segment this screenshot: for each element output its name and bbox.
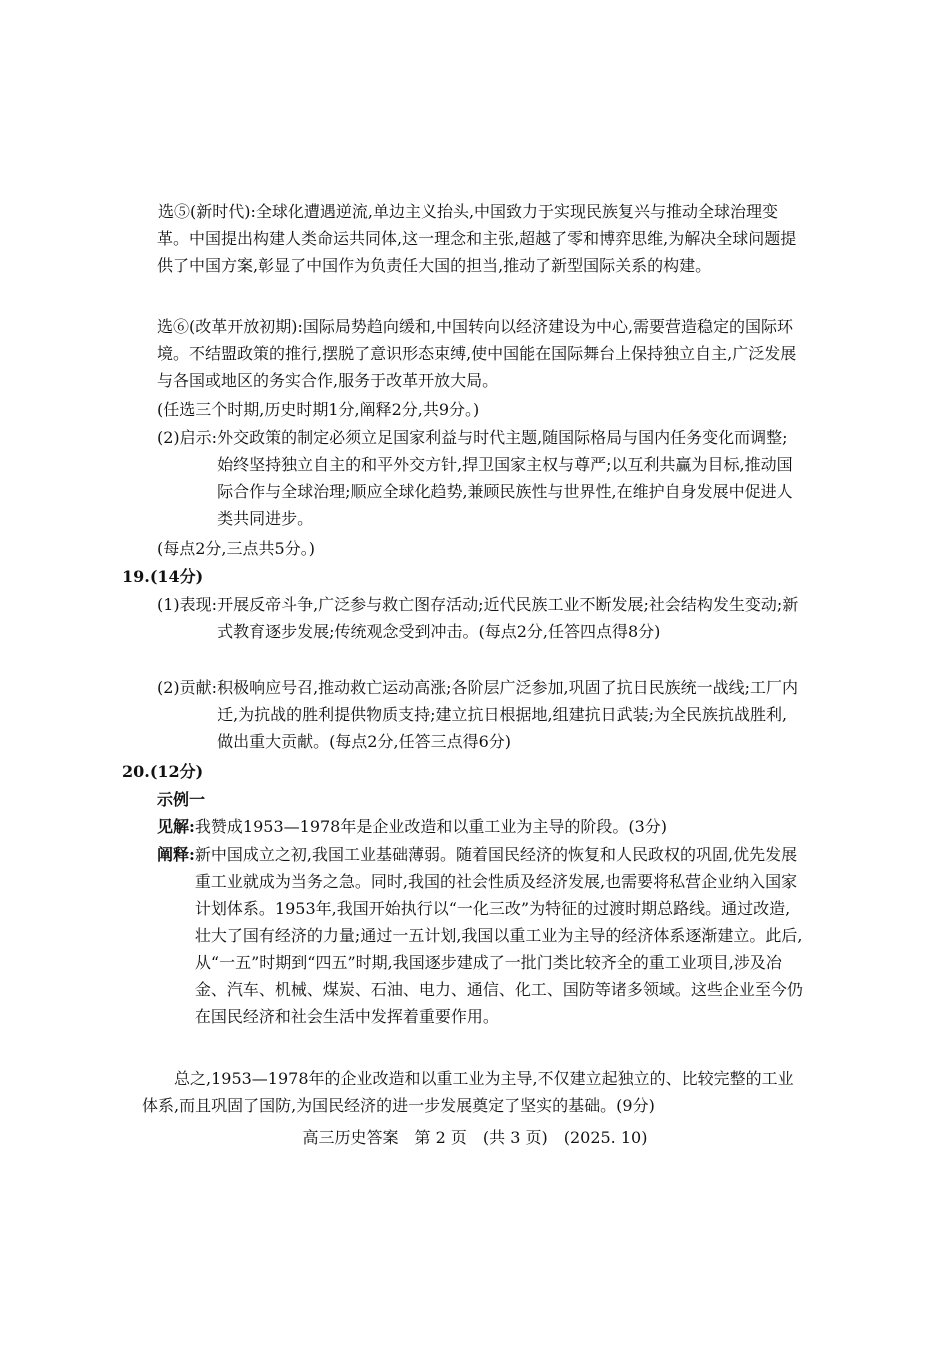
selection-6-text: 选⑥(改革开放初期):国际局势趋向缓和,中国转向以经济建设为中心,需要营造稳定的国际环境。不结盟政策的推行,摆脱了意识形态束缚,使中国能在国际舞台上保持独立自主,广泛发展与各国或地区的务实合作,服务于改革开放大局。 bbox=[157, 317, 797, 390]
q20-view bbox=[0, 813, 950, 840]
page-footer: 高三历史答案 第 2 页 (共 3 页) (2025. 10) bbox=[302, 1128, 648, 1147]
q19-part-2 bbox=[0, 674, 950, 755]
part-1-text: 开展反帝斗争,广泛参与救亡图存活动;近代民族工业不断发展;社会结构发生变动;新式教育逐步发展;传统观念受到冲击。(每点2分,任答四点得8分) bbox=[217, 595, 799, 641]
explanation-label: 阐释: bbox=[157, 845, 195, 864]
example-title: 示例一 bbox=[157, 790, 206, 809]
q18-selection-5 bbox=[0, 198, 950, 279]
q18-part-2 bbox=[0, 424, 950, 532]
scoring-note: (任选三个时期,历史时期1分,阐释2分,共9分。) bbox=[157, 400, 480, 419]
part-2-text: 积极响应号召,推动救亡运动高涨;各阶层广泛参加,巩固了抗日民族统一战线;工厂内迁,为抗战的胜利提供物质支持;建立抗日根据地,组建抗日武装;为全民族抗战胜利,做出重大贡献。(每点2分,任答三点得6分) bbox=[217, 678, 799, 751]
q19-part-1 bbox=[0, 591, 950, 645]
question-number: 19.(14分) bbox=[122, 567, 204, 586]
q19-header bbox=[0, 563, 950, 590]
q20-summary bbox=[0, 1065, 950, 1119]
q18-scoring-note-2 bbox=[0, 535, 950, 562]
q20-example-title bbox=[0, 786, 950, 813]
part-2-text: 外交政策的制定必须立足国家利益与时代主题,随国际格局与国内任务变化而调整;始终坚持独立自主的和平外交方针,捍卫国家主权与尊严;以互利共赢为目标,推动国际合作与全球治理;顺应全球化趋势,兼顾民族性与世界性,在维护自身发展中促进人类共同进步。 bbox=[217, 428, 793, 528]
view-text: 我赞成1953—1978年是企业改造和以重工业为主导的阶段。(3分) bbox=[194, 817, 668, 836]
q18-scoring-note-1 bbox=[0, 396, 950, 423]
question-number: 20.(12分) bbox=[122, 762, 204, 781]
q20-header bbox=[0, 758, 950, 785]
part-1-label: (1)表现: bbox=[157, 595, 218, 614]
selection-5-text: 选⑤(新时代):全球化遭遇逆流,单边主义抬头,中国致力于实现民族复兴与推动全球治理变革。中国提出构建人类命运共同体,这一理念和主张,超越了零和博弈思维,为解决全球问题提供了中国方案,彰显了中国作为负责任大国的担当,推动了新型国际关系的构建。 bbox=[157, 202, 797, 275]
part-2-label: (2)贡献: bbox=[157, 678, 218, 697]
view-label: 见解: bbox=[157, 817, 195, 836]
q20-explanation bbox=[0, 841, 950, 1030]
part-2-label: (2)启示: bbox=[157, 428, 218, 447]
q18-selection-6 bbox=[0, 313, 950, 394]
scoring-note: (每点2分,三点共5分。) bbox=[157, 539, 315, 558]
explanation-text: 新中国成立之初,我国工业基础薄弱。随着国民经济的恢复和人民政权的巩固,优先发展重工业就成为当务之急。同时,我国的社会性质及经济发展,也需要将私营企业纳入国家计划体系。1953年,我国开始执行以“一化三改”为特征的过渡时期总路线。通过改造,壮大了国有经济的力量;通过一五计划,我国以重工业为主导的经济体系逐渐建立。此后,从“一五”时期到“四五”时期,我国逐步建成了一批门类比较齐全的重工业项目,涉及冶金、汽车、机械、煤炭、石油、电力、通信、化工、国防等诸多领域。这些企业至今仍在国民经济和社会生活中发挥着重要作用。 bbox=[194, 845, 803, 1026]
summary-text: 总之,1953—1978年的企业改造和以重工业为主导,不仅建立起独立的、比较完整的工业体系,而且巩固了国防,为国民经济的进一步发展奠定了坚实的基础。(9分) bbox=[142, 1069, 794, 1115]
